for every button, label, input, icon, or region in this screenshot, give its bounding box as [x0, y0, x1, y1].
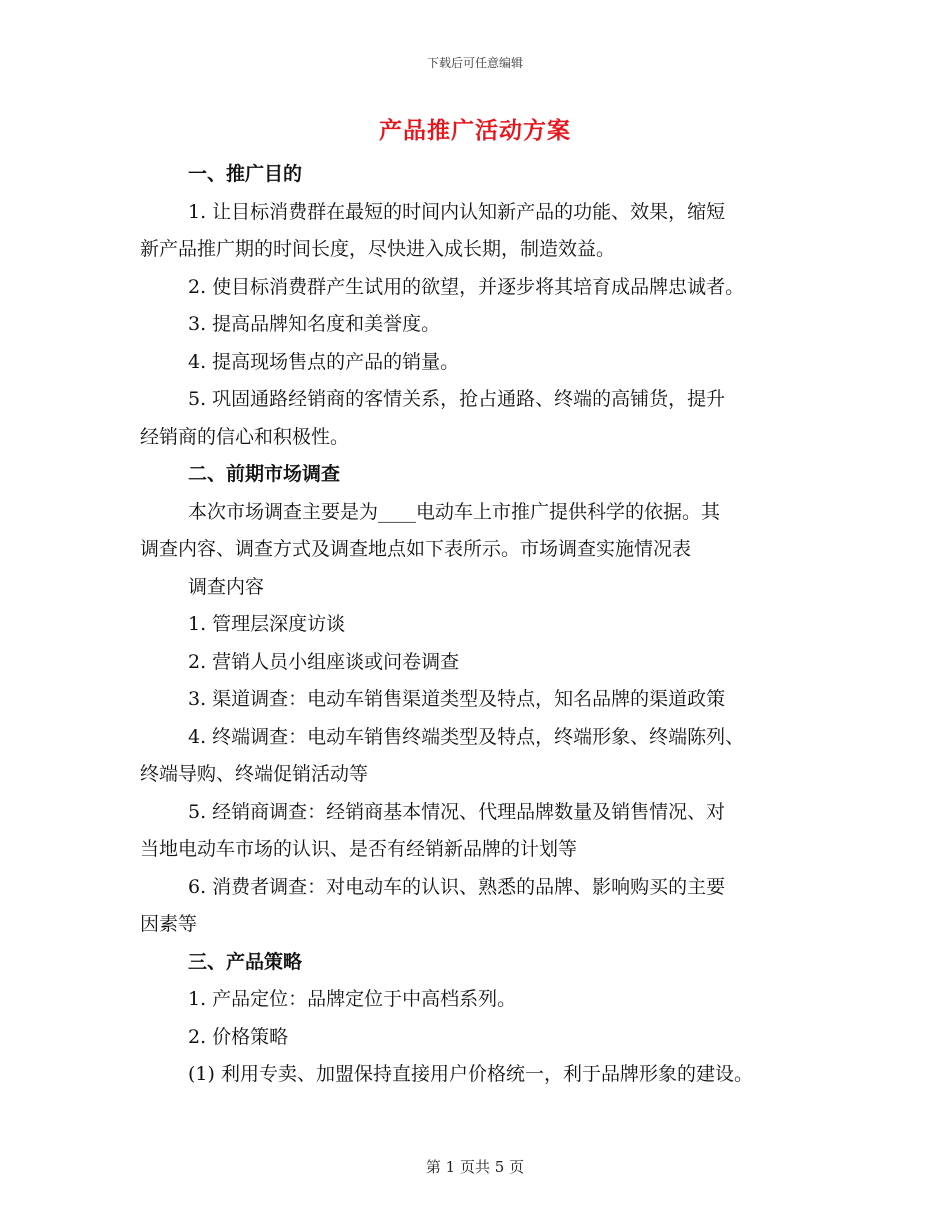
- paragraph-line: 2. 价格策略: [188, 1025, 289, 1048]
- section-heading: 一、推广目的: [188, 163, 303, 185]
- paragraph-line: 1. 产品定位：品牌定位于中高档系列。: [188, 988, 517, 1010]
- paragraph-line: 1. 让目标消费群在最短的时间内认知新产品的功能、效果，缩短: [188, 200, 726, 223]
- paragraph-line: 5. 经销商调查：经销商基本情况、代理品牌数量及销售情况、对: [188, 800, 726, 823]
- paragraph-line: 2. 营销人员小组座谈或问卷调查: [188, 650, 460, 673]
- document-body: [140, 156, 830, 1094]
- paragraph-line: 6. 消费者调查：对电动车的认识、熟悉的品牌、影响购买的主要: [188, 875, 726, 898]
- paragraph-line: 3. 渠道调查：电动车销售渠道类型及特点，知名品牌的渠道政策: [188, 688, 726, 710]
- section-heading: 三、产品策略: [188, 950, 303, 973]
- paragraph-line: 调查内容: [188, 575, 265, 598]
- paragraph-line: 因素等: [140, 913, 198, 935]
- section-heading: 二、前期市场调查: [188, 463, 341, 485]
- paragraph-line: 当地电动车市场的认识、是否有经销新品牌的计划等: [140, 838, 578, 860]
- paragraph-line: 新产品推广期的时间长度，尽快进入成长期，制造效益。: [140, 238, 616, 260]
- paragraph-line: 本次市场调查主要是为____电动车上市推广提供科学的依据。其: [188, 500, 721, 523]
- page-footer: 第 1 页共 5 页: [425, 1158, 525, 1176]
- paragraph-line: 3. 提高品牌知名度和美誉度。: [188, 313, 441, 335]
- paragraph-line: 5. 巩固通路经销商的客情关系，抢占通路、终端的高铺货，提升: [188, 388, 726, 410]
- paragraph-line: 调查内容、调查方式及调查地点如下表所示。市场调查实施情况表: [140, 538, 692, 560]
- paragraph-line: 1. 管理层深度访谈: [188, 613, 346, 635]
- paragraph-line: 4. 提高现场售点的产品的销量。: [188, 350, 460, 373]
- paragraph-line: 经销商的信心和积极性。: [140, 425, 350, 448]
- paragraph-line: (1) 利用专卖、加盟保持直接用户价格统一，利于品牌形象的建设。: [188, 1063, 753, 1085]
- document-title: 产品推广活动方案: [379, 117, 571, 144]
- paragraph-line: 终端导购、终端促销活动等: [140, 763, 369, 785]
- header-note: 下载后可任意编辑: [426, 56, 523, 70]
- paragraph-line: 4. 终端调查：电动车销售终端类型及特点，终端形象、终端陈列、: [188, 725, 745, 748]
- paragraph-line: 2. 使目标消费群产生试用的欲望，并逐步将其培育成品牌忠诚者。: [188, 275, 745, 298]
